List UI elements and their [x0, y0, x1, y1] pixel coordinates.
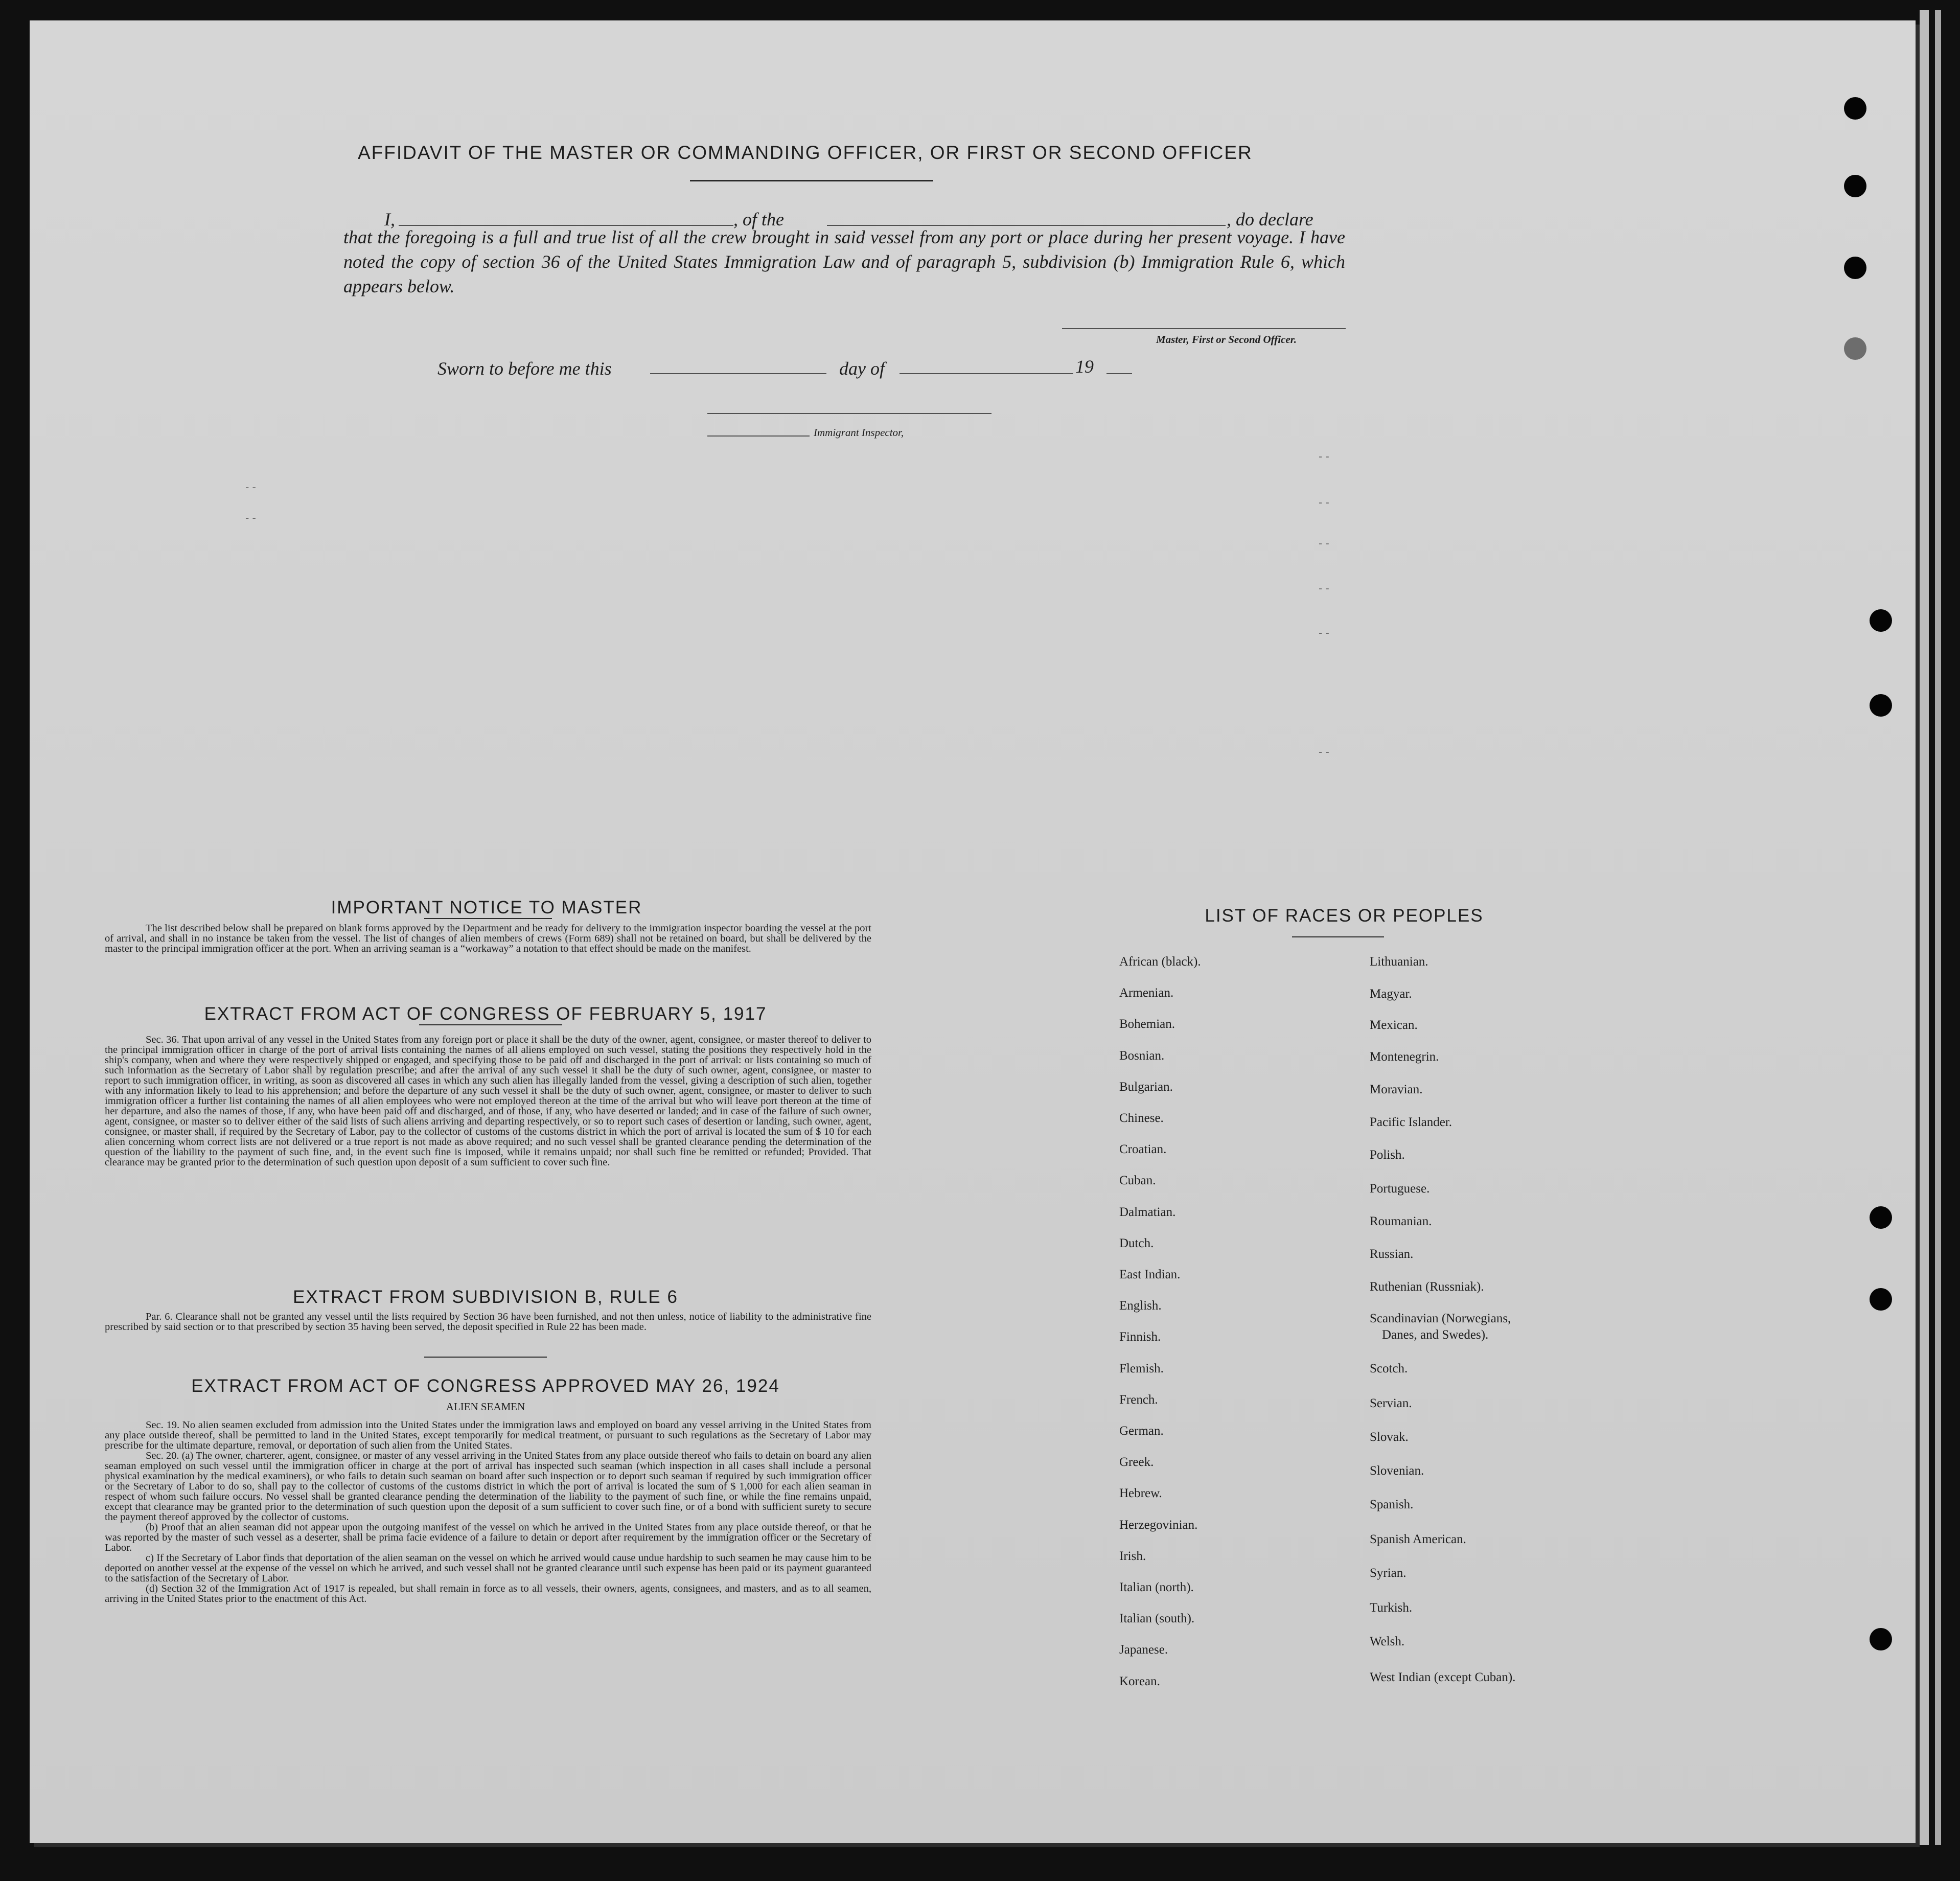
of-the-label: , of the [733, 209, 784, 230]
race-item: Slovenian. [1370, 1464, 1424, 1478]
race-item: Spanish American. [1370, 1532, 1466, 1546]
punch-hole [1870, 1206, 1892, 1229]
notice-text: The list described below shall be prepared on blank forms approved by the Department and be ready for delivery to the immigration inspector boarding the vessel at the port of arrival, and shall in no instance be taken from the vessel. The list of changes of alien members of crews (Form 689) shall not be retained on board, but shall be delivered by the master to the principal immigration officer at the port. When an arriving seaman is a “workaway” a notation to that effect should be made on the manifest. [105, 923, 871, 954]
race-item: Irish. [1119, 1549, 1146, 1563]
extract-1917-rule [419, 1024, 562, 1025]
signature-label: Master, First or Second Officer. [1156, 333, 1297, 346]
day-of-label: day of [839, 358, 885, 379]
race-item: Scandinavian (Norwegians, [1370, 1312, 1511, 1325]
faint-mark: - - [1319, 626, 1329, 639]
race-item: Hebrew. [1119, 1486, 1162, 1500]
faint-mark: - - [1319, 450, 1329, 463]
sec20d-text: (d) Section 32 of the Immigration Act of 1917 is repealed, but shall remain in force as to all vessels, their owners, agents, consignees, and masters, and as to all seamen, arriving in the United States prior to the enactment of this Act. [105, 1583, 871, 1604]
inspector-underline [707, 435, 810, 437]
sec19-text: Sec. 19. No alien seamen excluded from admission into the United States under the immigration laws and employed on board any vessel arriving in the United States from any place outside thereof, shall be permitted to land in the United States, except temporarily for medical treatment, or pursuant to such regulations as the Secretary of Labor may prescribe for the ultimate departure, removal, or deportation of such alien from the United States. [105, 1419, 871, 1451]
do-declare-label: , do declare [1227, 209, 1313, 230]
race-item: West Indian (except Cuban). [1370, 1670, 1516, 1684]
race-item: Cuban. [1119, 1174, 1156, 1187]
faint-mark: - - [1319, 496, 1329, 509]
race-item: Mexican. [1370, 1018, 1418, 1032]
race-item: German. [1119, 1424, 1164, 1438]
punch-hole [1844, 337, 1866, 360]
inspector-signature-line[interactable] [707, 413, 991, 414]
signature-line[interactable] [1062, 328, 1346, 329]
extract-rule6-rule [424, 1357, 547, 1358]
year-label: 19 [1075, 356, 1094, 377]
race-item: Dutch. [1119, 1236, 1154, 1250]
race-item: Croatian. [1119, 1142, 1167, 1156]
page-edge [1935, 10, 1941, 1845]
extract-rule6-text: Par. 6. Clearance shall not be granted any vessel until the lists required by Section 36 have been furnished, and not then unless, notice of liability to the administrative fine prescribed by said section or to that prescribed by section 35 having been served, the deposit specified in Rule 22 has been made. [105, 1311, 871, 1333]
race-item: Chinese. [1119, 1111, 1164, 1125]
race-item: Russian. [1370, 1247, 1414, 1261]
race-item: Turkish. [1370, 1601, 1413, 1615]
faint-mark: - - [1319, 582, 1329, 594]
sworn-month-blank[interactable] [900, 373, 1073, 374]
punch-hole [1844, 97, 1866, 120]
notice-title: IMPORTANT NOTICE TO MASTER [331, 898, 642, 917]
race-item: Roumanian. [1370, 1214, 1432, 1228]
faint-mark: - - [245, 480, 256, 493]
race-item: Pacific Islander. [1370, 1115, 1452, 1129]
race-item: Finnish. [1119, 1330, 1161, 1344]
race-item: Moravian. [1370, 1083, 1423, 1096]
alien-seamen-subtitle: ALIEN SEAMEN [446, 1401, 525, 1413]
race-item: African (black). [1119, 955, 1201, 969]
punch-hole [1870, 609, 1892, 632]
punch-hole [1870, 1288, 1892, 1311]
race-item: Armenian. [1119, 986, 1174, 1000]
race-item: Polish. [1370, 1148, 1405, 1162]
race-item: Magyar. [1370, 987, 1412, 1001]
race-item: Japanese. [1119, 1643, 1168, 1657]
notice-rule [424, 918, 552, 919]
race-item: Dalmatian. [1119, 1205, 1176, 1219]
race-item: Welsh. [1370, 1635, 1405, 1648]
race-item: Syrian. [1370, 1566, 1406, 1580]
race-item: Bulgarian. [1119, 1080, 1173, 1094]
faint-mark: - - [1319, 537, 1329, 549]
race-item: Danes, and Swedes). [1382, 1328, 1489, 1342]
extract-rule6-title: EXTRACT FROM SUBDIVISION B, RULE 6 [293, 1287, 678, 1307]
race-item: French. [1119, 1393, 1158, 1407]
sec20b-text: (b) Proof that an alien seaman did not appear upon the outgoing manifest of the vessel on which he arrived in the United States from any place outside thereof, or that he was reported by the master of such vessel as a deserter, shall be prima facie evidence of a failure to detain or deport after requirement by the immigration officer or the Secretary of Labor. [105, 1522, 871, 1553]
race-item: Bosnian. [1119, 1049, 1165, 1063]
race-item: English. [1119, 1299, 1162, 1313]
title-rule [690, 180, 933, 181]
faint-mark: - - [245, 511, 256, 524]
punch-hole [1870, 694, 1892, 717]
race-item: Spanish. [1370, 1498, 1414, 1511]
races-title: LIST OF RACES OR PEOPLES [1205, 906, 1484, 926]
race-item: Greek. [1119, 1455, 1154, 1469]
extract-1924-title: EXTRACT FROM ACT OF CONGRESS APPROVED MAY 26, 1924 [191, 1376, 780, 1396]
race-item: Servian. [1370, 1396, 1412, 1410]
race-item: Slovak. [1370, 1430, 1409, 1444]
race-item: Bohemian. [1119, 1017, 1175, 1031]
race-item: Italian (south). [1119, 1612, 1195, 1625]
race-item: Scotch. [1370, 1362, 1408, 1375]
sworn-label: Sworn to before me this [437, 358, 612, 379]
sec20c-text: c) If the Secretary of Labor finds that deportation of the alien seaman on the vessel on which he arrived would cause undue hardship to such seamen he may cause him to be deported on another vessel at the expense of the vessel on which he arrived, and such vessel shall not be granted clearance until such expense has been paid or its payment guaranteed to the satisfaction of the Secretary of Labor. [105, 1552, 871, 1584]
extract-1917-text: Sec. 36. That upon arrival of any vessel in the United States from any foreign port or place it shall be the duty of the owner, agent, consignee, or master thereof to deliver to the principal immigration officer in charge of the port of arrival lists containing the names of all aliens employed on such vessel, stating the positions they respectively hold in the ship's company, when and where they were respectively shipped or engaged, and specifying those to be paid off and discharged in the port of arrival: or lists containing so much of such information as the Secretary of Labor shall by regulation prescribe; and after the arrival of any such vessel it shall be the duty of such owner, agent, consignee, or master to report to such immigration officer, in writing, as soon as discovered all cases in which any such alien has illegally landed from the vessel, giving a description of such alien, together with any information likely to lead to his apprehension; and before the departure of any such vessel it shall be the duty of such owner, agent, consignee, or master to deliver to such immigration officer a further list containing the names of all alien employees who were not employed thereon at the time of the arrival but who will leave port thereon at the time of her departure, and also the names of those, if any, who have been paid off and discharged, and of those, if any, who have deserted or landed; and in case of the failure of such owner, agent, consignee, or master so to deliver either of the said lists of such aliens arriving and departing respectively, or so to report such cases of desertion or landing, such owner, agent, consignee, or master shall, if required by the Secretary of Labor, pay to the collector of customs of the customs district in which the port of arrival is located the sum of $ 10 for each alien concerning whom correct lists are not delivered or a true report is not made as above required; and no such vessel shall be granted clearance pending the determination of the question of the liability to the payment of such fine, and, in the event such fine is imposed, while it remains unpaid; nor shall such fine be remitted or refunded; Provided. That clearance may be granted prior to the determination of such question upon deposit of a sum sufficient to cover such fine. [105, 1034, 871, 1168]
affidavit-title: AFFIDAVIT OF THE MASTER OR COMMANDING OFFICER, OR FIRST OR SECOND OFFICER [358, 142, 1253, 163]
sworn-year-blank[interactable] [1106, 373, 1132, 374]
race-item: Herzegovinian. [1119, 1518, 1198, 1532]
races-rule [1292, 936, 1384, 937]
punch-hole [1844, 175, 1866, 197]
race-item: Portuguese. [1370, 1182, 1430, 1196]
inspector-label: Immigrant Inspector, [814, 426, 904, 439]
race-item: Italian (north). [1119, 1580, 1194, 1594]
declaration-text: that the foregoing is a full and true list of all the crew brought in said vessel from any port or place during her present voyage. I have noted the copy of section 36 of the United States Immigration Law and of paragraph 5, subdivision (b) Immigration Rule 6, which appears below. [343, 227, 1345, 296]
punch-hole [1844, 257, 1866, 279]
race-item: Montenegrin. [1370, 1050, 1439, 1064]
race-item: Korean. [1119, 1674, 1160, 1688]
race-item: Lithuanian. [1370, 955, 1428, 969]
sworn-day-blank[interactable] [650, 373, 826, 374]
punch-hole [1870, 1628, 1892, 1650]
race-item: Flemish. [1119, 1362, 1164, 1375]
page-edge [1920, 10, 1929, 1845]
i-label: I, [384, 209, 395, 230]
extract-1917-title: EXTRACT FROM ACT OF CONGRESS OF FEBRUARY 5, 1917 [204, 1004, 767, 1024]
race-item: East Indian. [1119, 1268, 1181, 1281]
sec20a-text: Sec. 20. (a) The owner, charterer, agent, consignee, or master of any vessel arriving in the United States from any place outside thereof who fails to detain on board any alien seaman employed on such vessel until the immigration officer in charge at the port of arrival has inspected such seaman (which inspection in all cases shall include a personal physical examination by the medical examiners), or who fails to detain such seaman on board after such inspection or to deport such seaman if required by such immigration officer or the Secretary of Labor to do so, shall pay to the collector of customs of the customs district in which the port of arrival is located the sum of $ 1,000 for each alien seaman in respect of whom such failure occurs. No vessel shall be granted clearance pending the determination of the liability to the payment of such fine, or while the fine remains unpaid, except that clearance may be granted prior to the determination of such question upon the deposit of a sum sufficient to cover such fine, or of a bond with sufficient surety to secure the payment thereof approved by the collector of customs. [105, 1450, 871, 1523]
faint-mark: - - [1319, 745, 1329, 758]
race-item: Ruthenian (Russniak). [1370, 1280, 1484, 1294]
extract-1924-text [105, 1420, 871, 1604]
